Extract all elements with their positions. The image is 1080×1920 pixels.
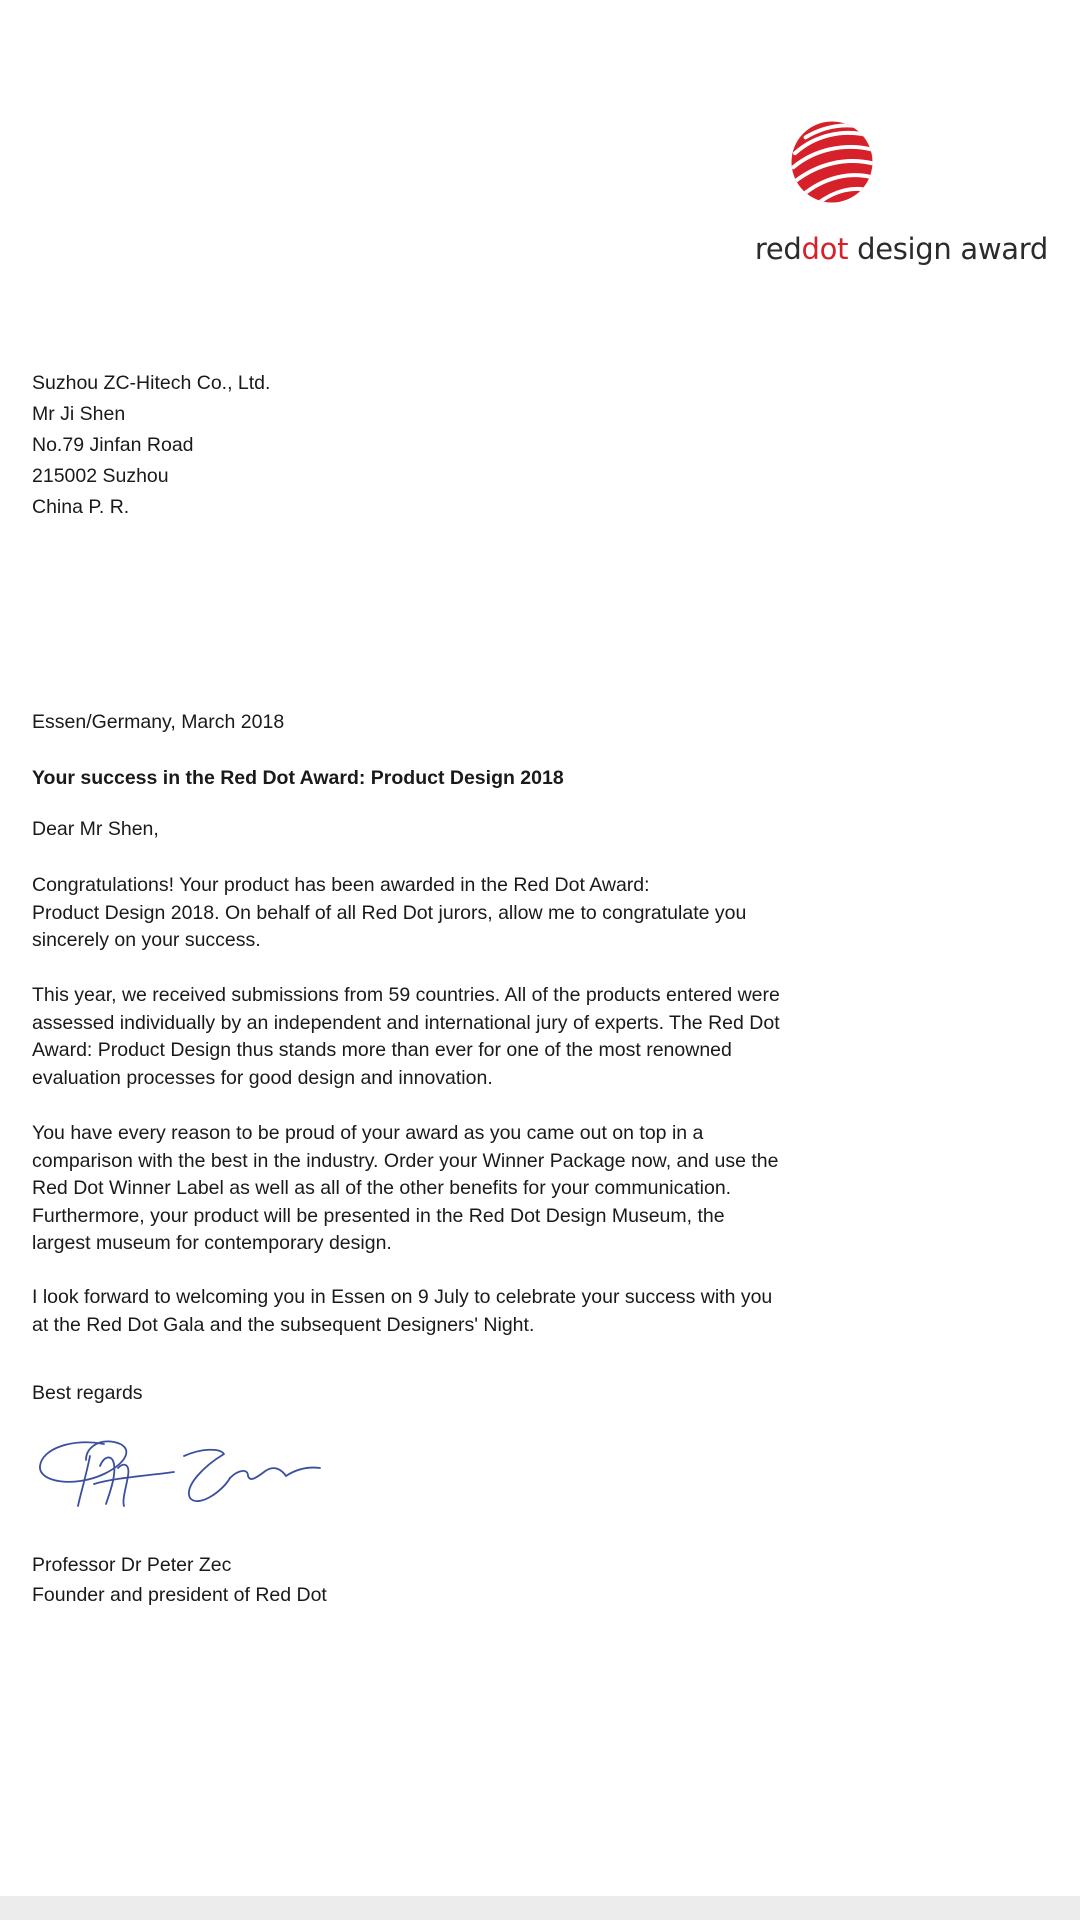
letter-subject: Your success in the Red Dot Award: Product Design 2018: [32, 767, 564, 788]
salutation: Dear Mr Shen,: [32, 818, 159, 840]
paragraph-line: assessed individually by an independent and international jury of experts. The Red Dot: [32, 1011, 780, 1034]
signatory-title: Founder and president of Red Dot: [32, 1584, 327, 1606]
paragraph-line: Congratulations! Your product has been awarded in the Red Dot Award:: [32, 874, 650, 896]
bottom-bar: [0, 1896, 1080, 1920]
signatory-name: Professor Dr Peter Zec: [32, 1554, 232, 1576]
place-date: Essen/Germany, March 2018: [32, 711, 285, 733]
recipient-company: Suzhou ZC-Hitech Co., Ltd.: [32, 372, 271, 394]
reddot-wordmark: reddot design award: [754, 232, 1048, 266]
paragraph-1: [32, 872, 792, 955]
paragraph-line: I look forward to welcoming you in Essen on 9 July to celebrate your success with you: [32, 1286, 773, 1308]
paragraph-line: Product Design 2018. On behalf of all Red Dot jurors, allow me to congratulate you: [32, 901, 747, 924]
recipient-person: Mr Ji Shen: [32, 403, 126, 425]
paragraph-3: [32, 1120, 792, 1258]
paragraph-line: evaluation processes for good design and innovation.: [32, 1066, 493, 1089]
paragraph-line: Red Dot Winner Label as well as all of the other benefits for your communication.: [32, 1177, 732, 1199]
paragraph-line: Award: Product Design thus stands more than ever for one of the most renowned: [32, 1039, 732, 1061]
paragraph-line: Furthermore, your product will be presented in the Red Dot Design Museum, the: [32, 1204, 725, 1227]
recipient-city: 215002 Suzhou: [32, 465, 169, 487]
paragraph-line: comparison with the best in the industry. Order your Winner Package now, and use the: [32, 1149, 779, 1172]
recipient-street: No.79 Jinfan Road: [32, 434, 194, 456]
reddot-logo-icon: [788, 118, 876, 206]
recipient-country: China P. R.: [32, 496, 130, 518]
paragraph-line: You have every reason to be proud of your award as you came out on top in a: [32, 1122, 704, 1144]
paragraph-line: at the Red Dot Gala and the subsequent Designers' Night.: [32, 1313, 535, 1336]
paragraph-line: sincerely on your success.: [32, 929, 261, 951]
paragraph-4: [32, 1284, 792, 1339]
paragraph-line: largest museum for contemporary design.: [32, 1232, 392, 1254]
paragraph-2: [32, 982, 792, 1092]
signature-icon: [34, 1426, 354, 1516]
paragraph-line: This year, we received submissions from 59 countries. All of the products entered were: [32, 984, 780, 1006]
closing: Best regards: [32, 1382, 143, 1404]
